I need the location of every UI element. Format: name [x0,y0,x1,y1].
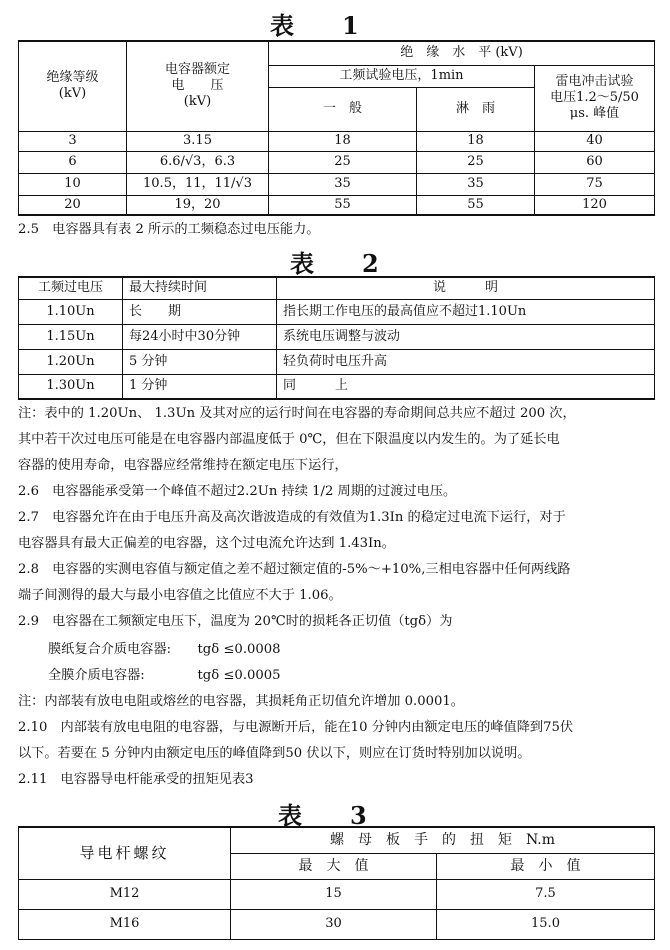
para-2-8-line-1: 2.8 电容器的实测电容值与额定值之差不超过额定值的-5%～+10%,三相电容器中任何两线路 [18,562,571,577]
t3-header-min: 最 小 值 [437,853,655,879]
t1-header-insulation: 绝 缘 水 平 (kV) [269,41,655,65]
table-row [19,374,655,399]
t1-cell: 75 [535,173,655,195]
table-row [19,299,655,324]
t1-header-level: 绝缘等级 (kV) [19,41,127,131]
para-2-10-line-1: 2.10 内部装有放电电阻的电容器，与电源断开后，能在10 分钟内由额定电压的峰值降到75伏 [18,720,574,735]
t1-cell: 6.6/√3，6.3 [127,151,269,173]
t3-cell: 15.0 [437,909,655,939]
table2 [18,276,655,400]
t2-header-duration: 最大持续时间 [123,277,277,299]
t3-cell: 7.5 [437,879,655,909]
para-2-10-line-2: 以下。若要在 5 分钟内由额定电压的峰值降到50 伏以下，则应在订货时特别加以说明。 [18,746,531,761]
table-row [19,131,655,151]
t3-header-torque: 螺 母 板 手 的 扭 矩 N.m [231,827,655,853]
t3-cell: 15 [231,879,437,909]
para-2-9-film-paper: 膜纸复合介质电容器: tgδ ≤0.0008 [48,642,281,657]
para-2-9: 2.9 电容器在工频额定电压下，温度为 20℃时的损耗各正切值（tgδ）为 [18,614,453,629]
t1-cell: 19，20 [127,195,269,215]
t2-cell: 1.10Un [19,299,123,324]
t1-cell: 10 [19,173,127,195]
t1-cell: 35 [269,173,417,195]
t1-cell: 18 [417,131,535,151]
table1 [18,40,655,216]
t2-cell: 1.15Un [19,324,123,349]
t1-cell: 3.15 [127,131,269,151]
para-2-6: 2.6 电容器能承受第一个峰值不超过2.2Un 持续 1/2 周期的过渡过电压。 [18,484,457,499]
table1-title: 表 1 [270,11,359,40]
t2-cell: 指长期工作电压的最高值应不超过1.10Un [277,299,655,324]
t2-cell: 轻负荷时电压升高 [277,349,655,374]
t3-cell: M12 [19,879,231,909]
t1-cell: 18 [269,131,417,151]
t1-cell: 25 [269,151,417,173]
t3-header-thread: 导电杆螺纹 [19,827,231,879]
t2-cell: 长 期 [123,299,277,324]
t2-header-description: 说 明 [277,277,655,299]
t1-header-wet: 淋 雨 [417,87,535,131]
note-line-1: 注：表中的 1.20Un、 1.3Un 及其对应的运行时间在电容器的寿命期间总共应不超过 200 次， [18,406,576,421]
t1-cell: 40 [535,131,655,151]
t2-cell: 1 分钟 [123,374,277,399]
table-row [19,173,655,195]
t1-header-rated-voltage: 电容器额定 电 压 (kV) [127,41,269,131]
para-2-7-line-1: 2.7 电容器允许在由于电压升高及高次谐波造成的有效值为1.3In 的稳定过电流下运行，对于 [18,510,566,525]
table-row [19,879,655,909]
t1-header-general: 一 般 [269,87,417,131]
para-2-9-all-film: 全膜介质电容器: tgδ ≤0.0005 [48,668,281,683]
para-2-5: 2.5 电容器具有表 2 所示的工频稳态过电压能力。 [18,222,320,237]
t2-cell: 系统电压调整与波动 [277,324,655,349]
t1-cell: 55 [269,195,417,215]
table-row [19,349,655,374]
t1-cell: 10.5，11，11/√3 [127,173,269,195]
t2-cell: 每24小时中30分钟 [123,324,277,349]
table3 [18,826,655,940]
t1-header-lightning: 雷电冲击试验 电压1.2～5/50 μs. 峰值 [535,65,655,131]
t1-cell: 20 [19,195,127,215]
t1-cell: 6 [19,151,127,173]
t1-cell: 3 [19,131,127,151]
para-2-8-line-2: 端子间测得的最大与最小电容值之比值应不大于 1.06。 [18,588,342,603]
t1-cell: 35 [417,173,535,195]
t2-cell: 1.20Un [19,349,123,374]
t3-cell: M16 [19,909,231,939]
note-line-2: 其中若干次过电压可能是在电容器内部温度低于 0℃，但在下限温度以内发生的。为了延长电 [18,432,560,447]
para-2-11: 2.11 电容器导电杆能承受的扭矩见表3 [18,772,254,787]
t3-header-max: 最 大 值 [231,853,437,879]
t2-cell: 1.30Un [19,374,123,399]
table3-title: 表 3 [278,801,367,830]
table-row [19,151,655,173]
table-row [19,324,655,349]
note-2-9: 注：内部装有放电电阻或熔丝的电容器，其损耗角正切值允许增加 0.0001。 [18,694,464,709]
t2-cell: 同 上 [277,374,655,399]
t1-cell: 60 [535,151,655,173]
t2-header-overvoltage: 工频过电压 [19,277,123,299]
t1-cell: 55 [417,195,535,215]
t2-cell: 5 分钟 [123,349,277,374]
t1-header-power-freq: 工频试验电压，1min [269,65,535,87]
table-row [19,909,655,939]
table2-title: 表 2 [290,249,379,278]
note-line-3: 容器的使用寿命，电容器应经常维持在额定电压下运行， [18,458,348,473]
t3-cell: 30 [231,909,437,939]
table-row [19,195,655,215]
t1-cell: 120 [535,195,655,215]
t1-cell: 25 [417,151,535,173]
para-2-7-line-2: 电容器具有最大正偏差的电容器，这个过电流允许达到 1.43In。 [18,536,395,551]
